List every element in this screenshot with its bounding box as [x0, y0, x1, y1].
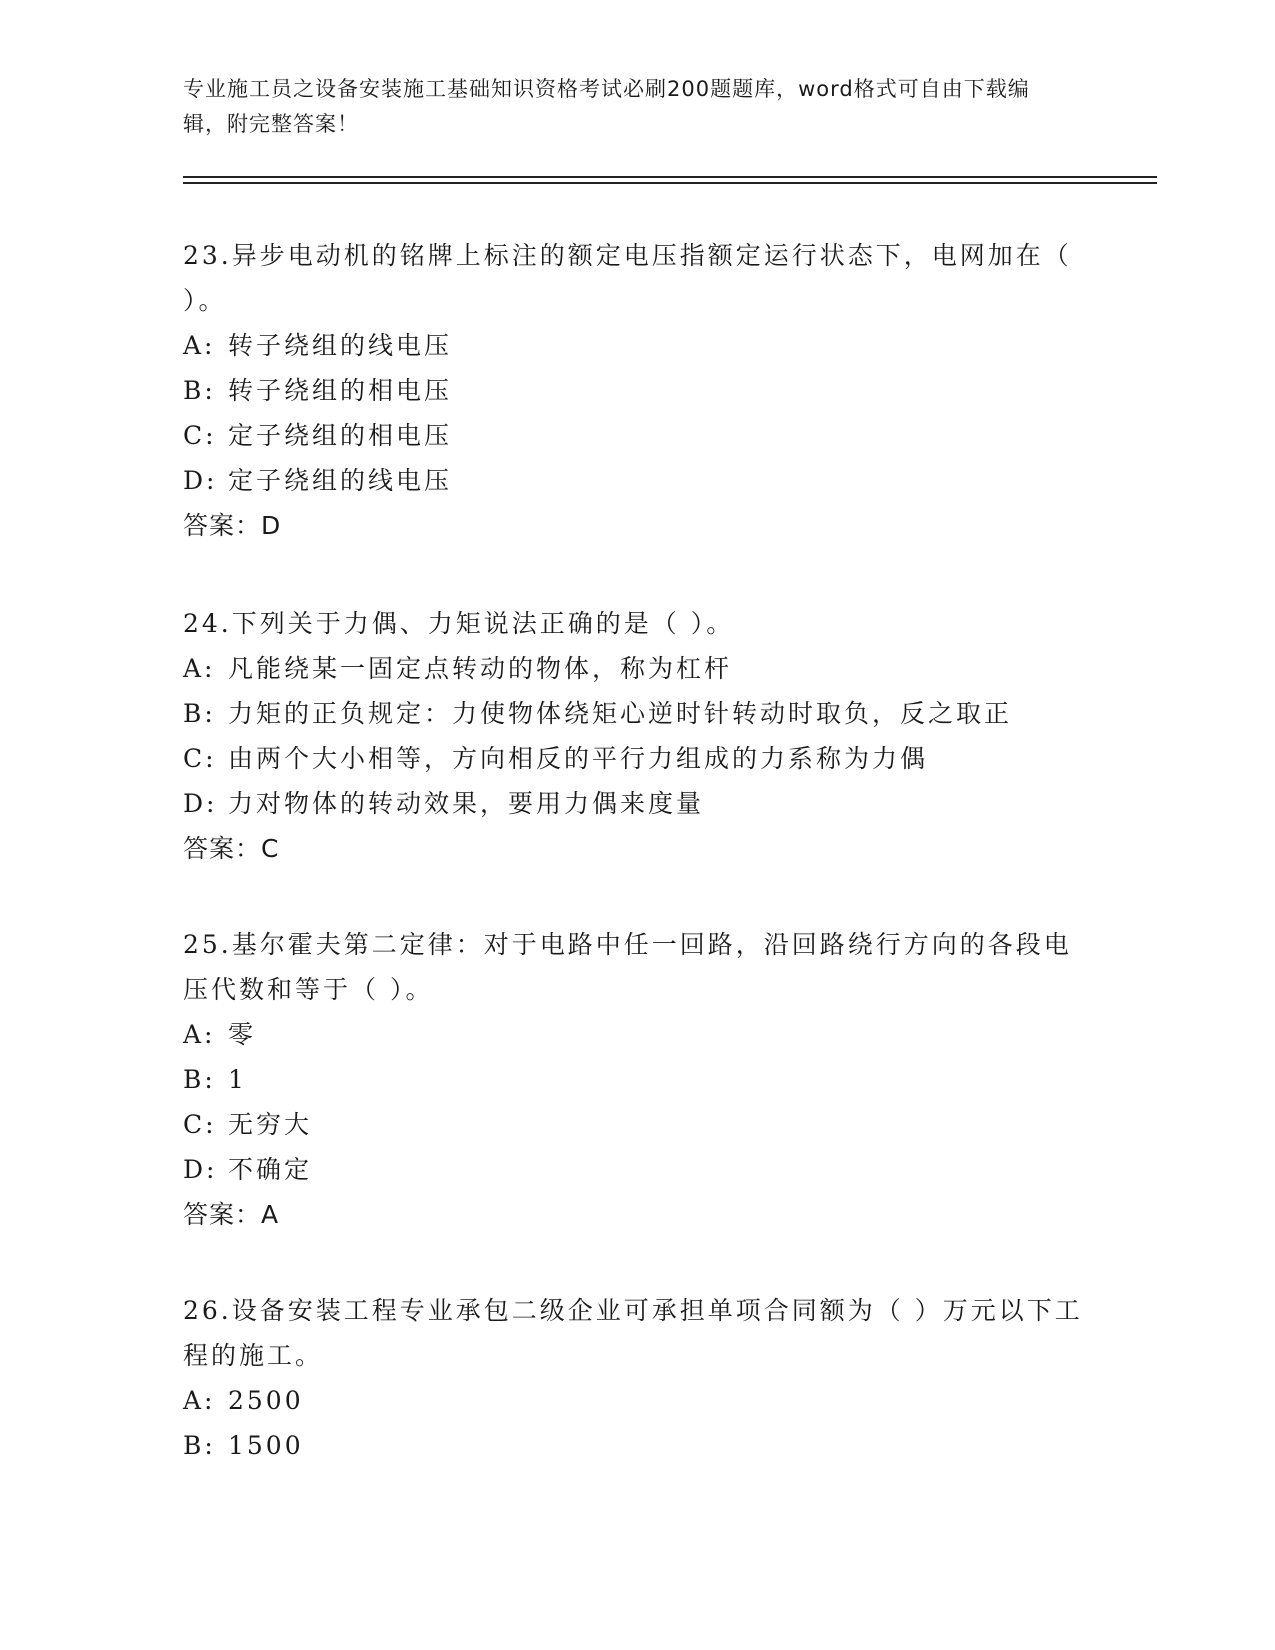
- question-stem: 26.设备安装工程专业承包二级企业可承担单项合同额为（ ）万元以下工程的施工。: [183, 1296, 1083, 1370]
- option-letter: C:: [183, 744, 217, 773]
- option-letter: D:: [183, 1155, 218, 1184]
- option-letter: B:: [183, 699, 216, 728]
- option-text: 凡能绕某一固定点转动的物体，称为杠杆: [228, 654, 733, 683]
- option-d: [183, 458, 1083, 503]
- option-a: [183, 1012, 1083, 1057]
- option-text: 不确定: [228, 1155, 313, 1184]
- option-c: [183, 1102, 1083, 1147]
- option-letter: B:: [183, 1065, 216, 1094]
- option-a: [183, 323, 1083, 368]
- option-text: 定子绕组的相电压: [228, 421, 453, 450]
- document-header: 专业施工员之设备安装施工基础知识资格考试必刷200题题库，word格式可自由下载编辑，附完整答案！: [183, 77, 1030, 136]
- option-letter: D:: [183, 789, 218, 818]
- option-c: [183, 413, 1083, 458]
- header-divider-top: [183, 176, 1157, 178]
- option-letter: A:: [183, 1020, 216, 1049]
- option-d: [183, 1147, 1083, 1192]
- question-26: [183, 1288, 1083, 1468]
- option-text: 转子绕组的相电压: [228, 376, 453, 405]
- answer-line: [183, 503, 1083, 548]
- option-letter: A:: [183, 331, 216, 360]
- option-b: [183, 1057, 1083, 1102]
- question-stem: 24.下列关于力偶、力矩说法正确的是（ ）。: [183, 609, 735, 638]
- option-text: 由两个大小相等，方向相反的平行力组成的力系称为力偶: [228, 744, 929, 773]
- question-25: [183, 922, 1083, 1237]
- option-d: [183, 781, 1083, 826]
- option-text: 转子绕组的线电压: [228, 331, 453, 360]
- option-c: [183, 736, 1083, 781]
- option-a: [183, 646, 1083, 691]
- answer-label: 答案：: [183, 511, 262, 540]
- answer-value: D: [261, 511, 282, 540]
- option-letter: A:: [183, 1386, 216, 1415]
- option-letter: D:: [183, 466, 218, 495]
- answer-value: A: [261, 1200, 280, 1229]
- question-23: [183, 233, 1083, 548]
- answer-line: [183, 1192, 1083, 1237]
- answer-label: 答案：: [183, 1200, 262, 1229]
- answer-line: [183, 826, 1083, 871]
- option-letter: C:: [183, 1110, 217, 1139]
- header-divider-bottom: [183, 182, 1157, 184]
- option-text: 定子绕组的线电压: [228, 466, 453, 495]
- question-stem: 25.基尔霍夫第二定律：对于电路中任一回路，沿回路绕行方向的各段电压代数和等于（ ）。: [183, 930, 1072, 1004]
- option-b: [183, 691, 1083, 736]
- option-letter: B:: [183, 376, 216, 405]
- option-text: 无穷大: [228, 1110, 313, 1139]
- option-letter: C:: [183, 421, 217, 450]
- option-b: [183, 1423, 1083, 1468]
- option-b: [183, 368, 1083, 413]
- option-letter: A:: [183, 654, 216, 683]
- option-text: 力对物体的转动效果，要用力偶来度量: [228, 789, 705, 818]
- answer-value: C: [261, 834, 280, 863]
- option-letter: B:: [183, 1431, 216, 1460]
- option-text: 1: [228, 1065, 247, 1094]
- option-text: 零: [228, 1020, 257, 1049]
- option-text: 2500: [228, 1386, 304, 1415]
- option-text: 力矩的正负规定：力使物体绕矩心逆时针转动时取负，反之取正: [228, 699, 1013, 728]
- option-text: 1500: [228, 1431, 304, 1460]
- question-24: [183, 601, 1083, 871]
- option-a: [183, 1378, 1083, 1423]
- question-stem: 23.异步电动机的铭牌上标注的额定电压指额定运行状态下，电网加在（ ）。: [183, 241, 1072, 315]
- answer-label: 答案：: [183, 834, 262, 863]
